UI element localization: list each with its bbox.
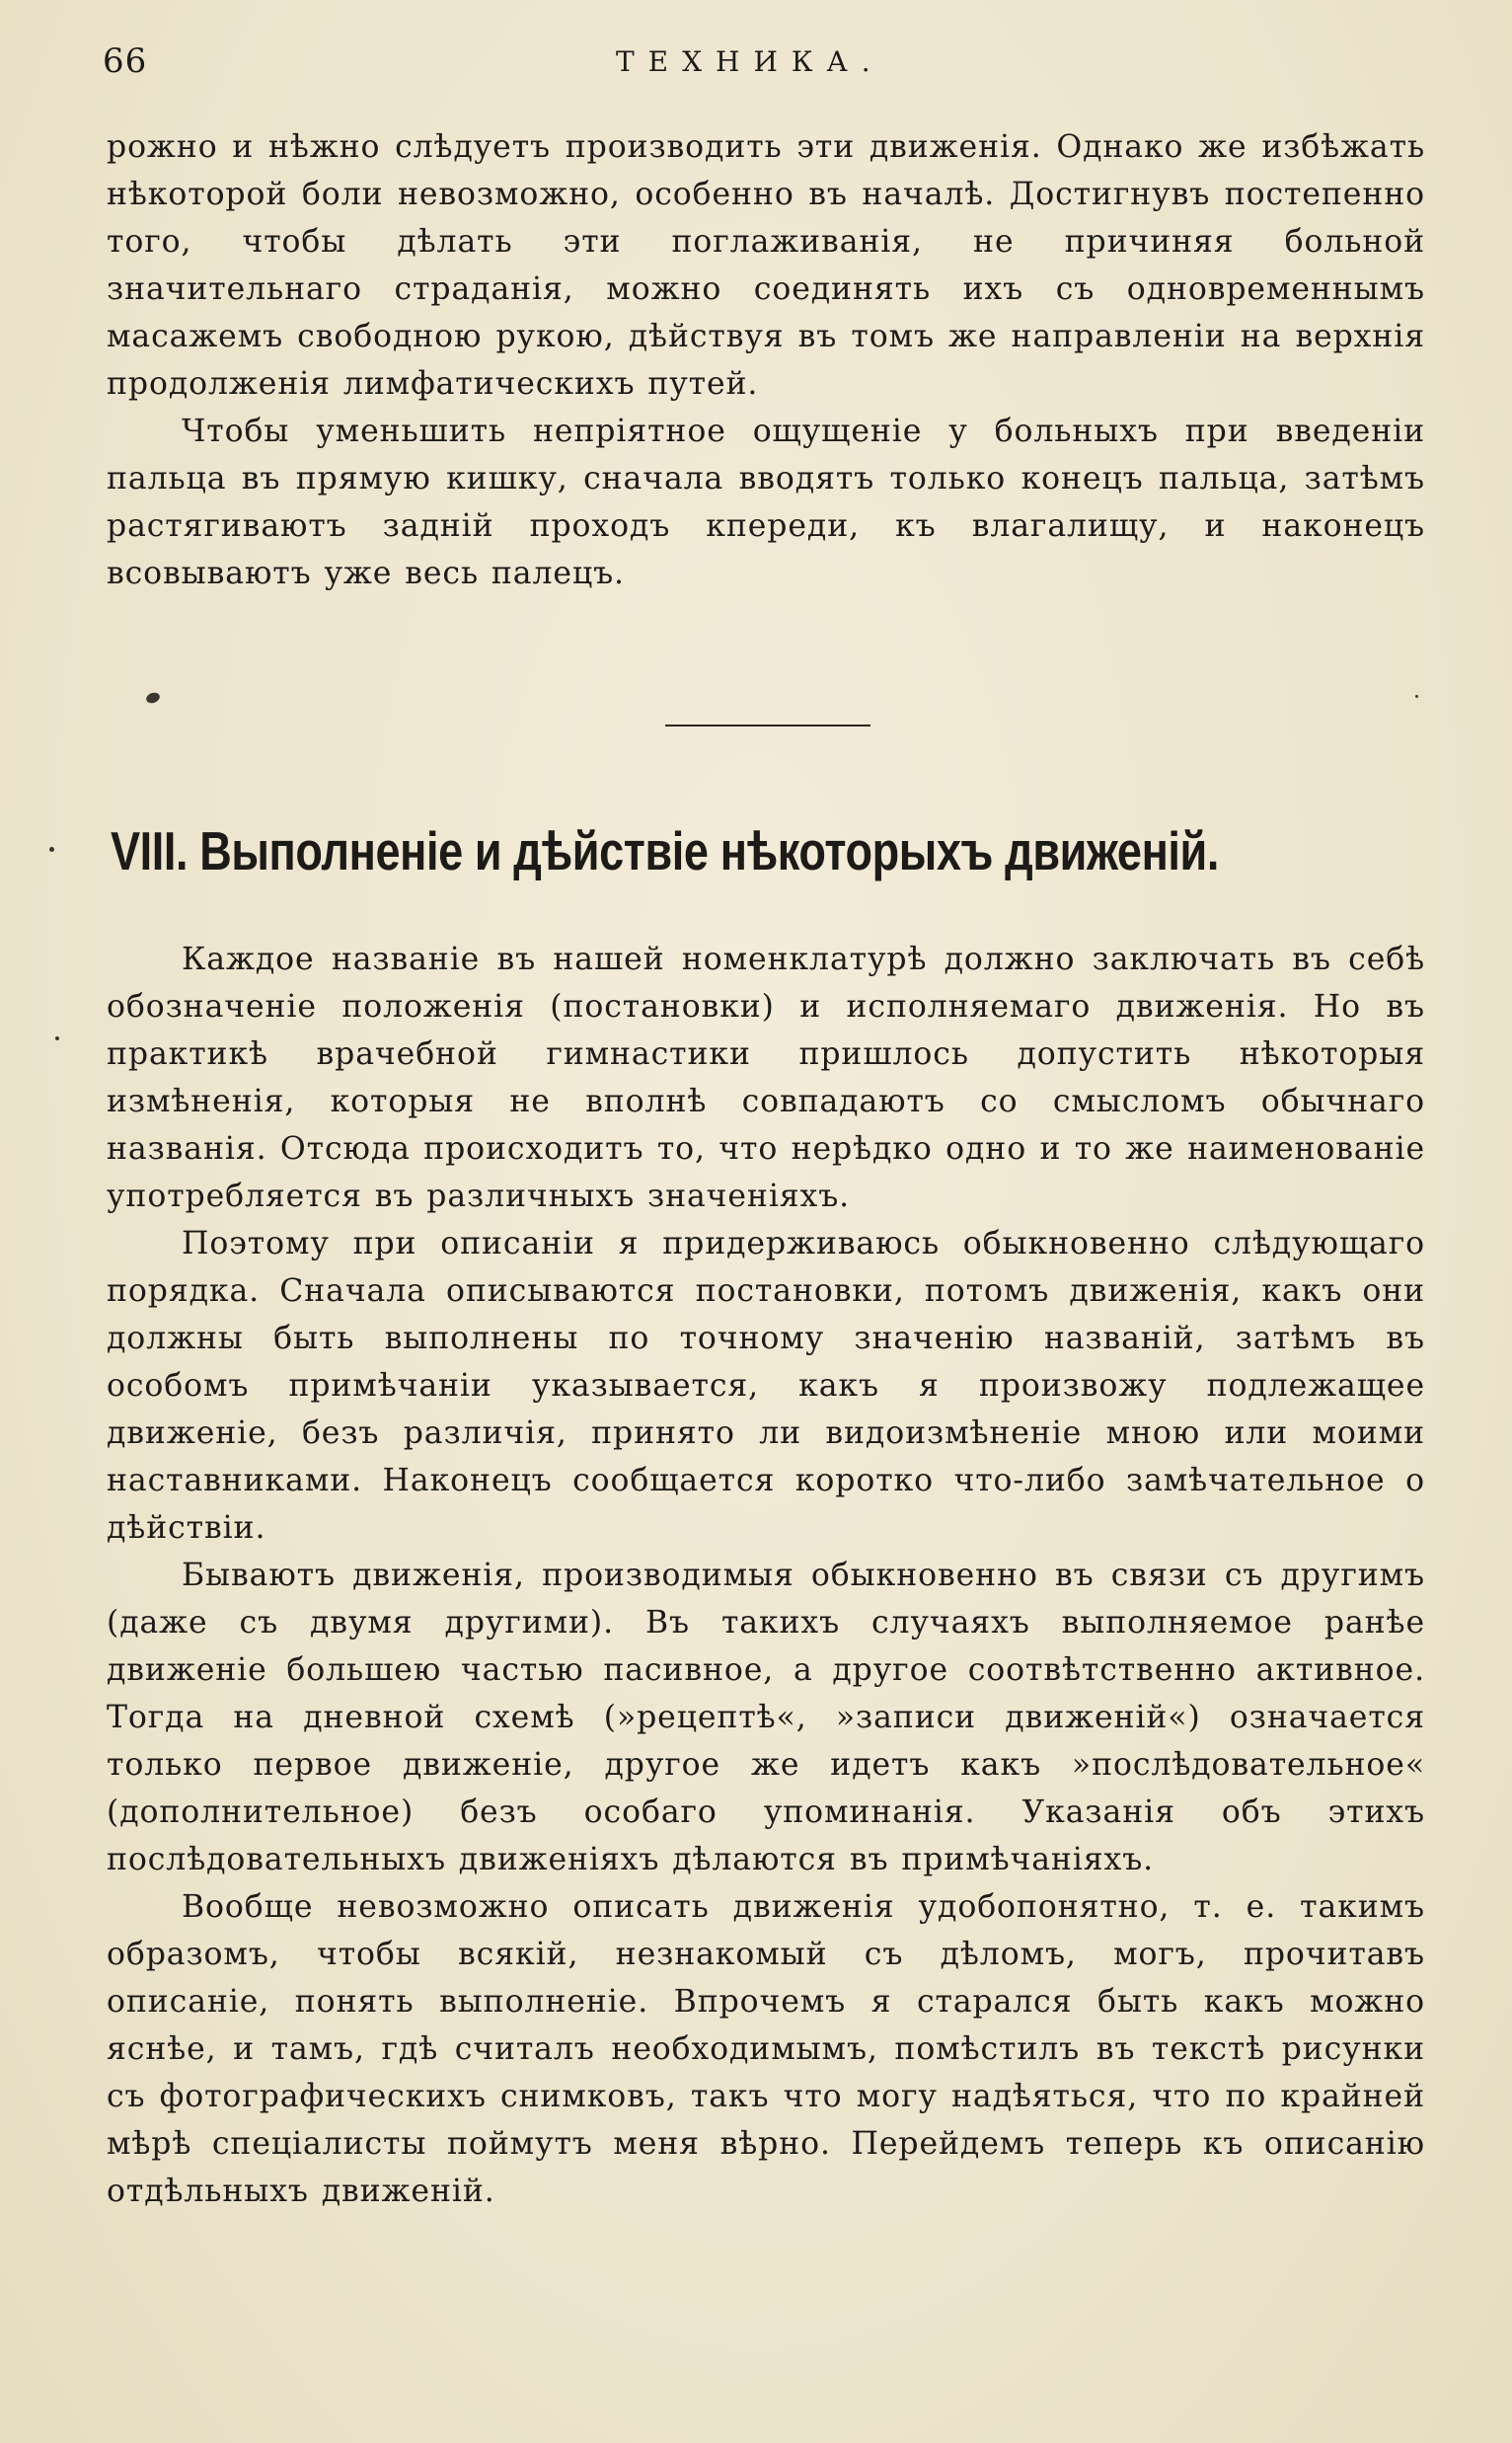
ink-speck bbox=[145, 691, 162, 705]
page-header bbox=[103, 41, 1425, 91]
text-block-top bbox=[107, 123, 1425, 597]
section-divider bbox=[665, 725, 870, 726]
text-block-bottom bbox=[107, 936, 1425, 2215]
paragraph: Вообще невозможно описать движенія удобопонятно, т. е. такимъ образомъ, чтобы всякій, незнакомый съ дѣломъ, могъ, прочитавъ описаніе, понять выполненіе. Впрочемъ я старался быть какъ можно яснѣе, и тамъ, гдѣ считалъ необходимымъ, помѣстилъ въ текстѣ рисунки съ фотографическихъ снимковъ, такъ что могу надѣяться, что по крайней мѣрѣ спеціалисты поймутъ меня вѣрно. Перейдемъ теперь къ описанію отдѣльныхъ движеній. bbox=[107, 1889, 1425, 2209]
ink-speck bbox=[49, 847, 54, 852]
page-number: 66 bbox=[103, 41, 148, 81]
paragraph-continued: рожно и нѣжно слѣдуетъ производить эти движенія. Однако же избѣжать нѣкоторой боли невозможно, особенно въ началѣ. Достигнувъ постепенно того, чтобы дѣлать эти поглаживанія, не причиняя больной значительнаго страданія, можно соединять ихъ съ одновременнымъ масажемъ свободною рукою, дѣйствуя въ томъ же направленіи на верхнія продолженія лимфатическихъ путей. bbox=[107, 129, 1425, 402]
paragraph: Чтобы уменьшить непріятное ощущеніе у больныхъ при введеніи пальца въ прямую кишку, сначала вводятъ только конецъ пальца, затѣмъ растягиваютъ заднiй проходъ кпереди, къ влагалищу, и наконецъ всовываютъ уже весь палецъ. bbox=[107, 414, 1425, 591]
running-title: ТЕХНИКА. bbox=[616, 45, 884, 78]
paragraph: Поэтому при описаніи я придерживаюсь обыкновенно слѣдующаго порядка. Сначала описываются постановки, потомъ движенія, какъ они должны быть выполнены по точному значенію названій, затѣмъ въ особомъ примѣчаніи указывается, какъ я произвожу подлежащее движеніе, безъ различія, принято ли видоизмѣненіе мною или моими наставниками. Наконецъ сообщается коротко что-либо замѣчательное о дѣйствіи. bbox=[107, 1226, 1425, 1546]
ink-speck bbox=[1415, 695, 1418, 698]
chapter-heading: VIII. Выполненіе и дѣйствіе нѣкоторыхъ движеній. bbox=[111, 820, 1220, 881]
ink-speck bbox=[55, 1036, 59, 1040]
paragraph: Каждое названіе въ нашей номенклатурѣ должно заключать въ себѣ обозначеніе положенія (постановки) и исполняемаго движенія. Но въ практикѣ врачебной гимнастики пришлось допустить нѣкоторыя измѣненія, которыя не вполнѣ совпадаютъ со смысломъ обычнаго названія. Отсюда происходитъ то, что нерѣдко одно и то же наименованіе употребляется въ различныхъ значеніяхъ. bbox=[107, 942, 1425, 1214]
paragraph: Бываютъ движенія, производимыя обыкновенно въ связи съ другимъ (даже съ двумя другими). Въ такихъ случаяхъ выполняемое ранѣе движеніе большею частью пасивное, а другое соотвѣтственно активное. Тогда на дневной схемѣ (»рецептѣ«, »записи движеній«) означается только первое движеніе, другое же идетъ какъ »послѣдовательное« (дополнительное) безъ особаго упоминанія. Указанія объ этихъ послѣдовательныхъ движеніяхъ дѣлаются въ примѣчаніяхъ. bbox=[107, 1558, 1425, 1877]
